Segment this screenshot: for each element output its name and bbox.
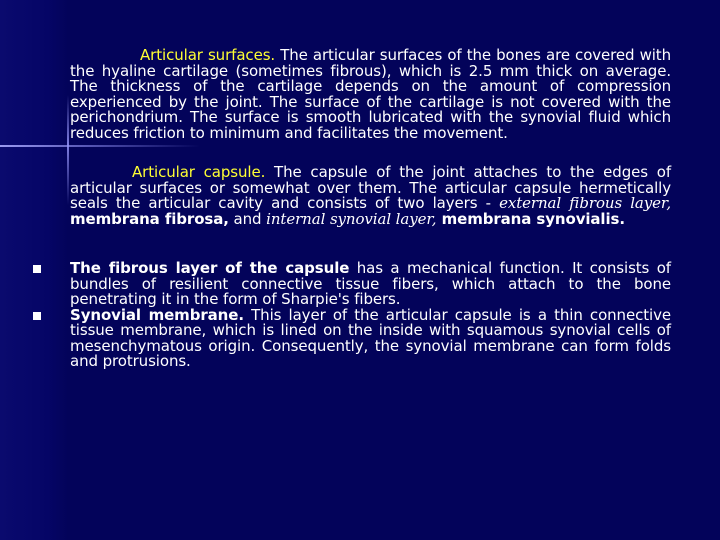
square-bullet-icon — [33, 265, 41, 273]
bullet-list — [70, 261, 671, 370]
membrana-synovialis-term: membrana synovialis. — [436, 209, 625, 228]
slide-body — [70, 48, 671, 370]
square-bullet-icon — [33, 312, 41, 320]
paragraph-articular-capsule — [70, 165, 671, 227]
bullet-heading-fibrous-layer: The fibrous layer of the capsule — [70, 259, 350, 277]
bullet-item-synovial-membrane — [70, 305, 671, 370]
bullet-text-fibrous-layer: has a mechanical function. It consists of bundles of resilient connective tissue fibers, which attach to the bone penetrating it in the form of Sharpie's fibers. — [70, 259, 671, 308]
decor-vertical-line — [67, 95, 69, 205]
heading-articular-surfaces: Articular surfaces. — [140, 46, 276, 64]
bullet-heading-synovial-membrane: Synovial membrane. — [70, 305, 244, 324]
external-layer-label: external fibrous layer, — [499, 194, 671, 212]
articular-capsule-text: The capsule of the joint attaches to the edges of articular surfaces or somewhat over them. The articular capsule hermetically seals the articular cavity and consists of two layers - — [70, 163, 671, 212]
heading-articular-capsule: Articular capsule. — [132, 163, 266, 181]
bullet-item-fibrous-layer — [70, 261, 671, 308]
and-word: and — [228, 209, 267, 228]
membrana-fibrosa-term: membrana fibrosa, — [70, 209, 229, 228]
bullet-text-synovial-membrane: This layer of the articular capsule is a thin connective tissue membrane, which is lined on the inside with squamous synovial cells of mesenchymatous origin. Consequently, the synovial membrane can form folds and protrusions. — [70, 305, 671, 370]
internal-layer-label: internal synovial layer, — [266, 209, 437, 228]
paragraph-articular-surfaces — [70, 48, 671, 141]
articular-surfaces-text: The articular surfaces of the bones are covered with the hyaline cartilage (sometimes fibrous), which is 2.5 mm thick on average. The thickness of the cartilage depends on the amount of compression experienced by the joint. The surface of the cartilage is not covered with the perichondrium. The surface is smooth lubricated with the synovial fluid which reduces friction to minimum and facilitates the movement. — [70, 46, 671, 142]
